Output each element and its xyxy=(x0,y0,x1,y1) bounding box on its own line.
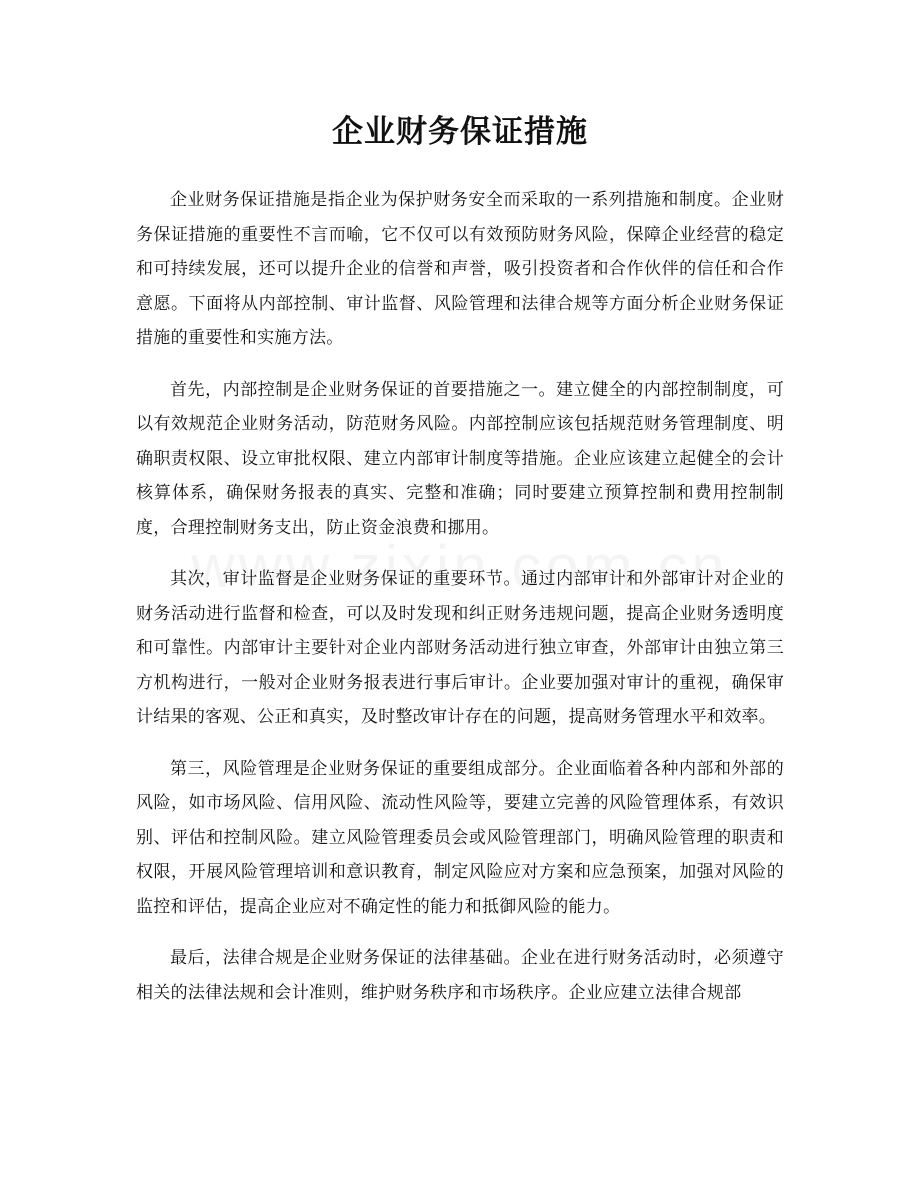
paragraph-intro: 企业财务保证措施是指企业为保护财务安全而采取的一系列措施和制度。企业财务保证措施的重要性不言而喻，它不仅可以有效预防财务风险，保障企业经营的稳定和可持续发展，还可以提升企业的信誉和声誉，吸引投资者和合作伙伴的信任和合作意愿。下面将从内部控制、审计监督、风险管理和法律合规等方面分析企业财务保证措施的重要性和实施方法。 xyxy=(136,190,784,348)
paragraph-audit-supervision: 其次，审计监督是企业财务保证的重要环节。通过内部审计和外部审计对企业的财务活动进行监督和检查，可以及时发现和纠正财务违规问题，提高企业财务透明度和可靠性。内部审计主要针对企业内部财务活动进行独立审查，外部审计由独立第三方机构进行，一般对企业财务报表进行事后审计。企业要加强对审计的重视，确保审计结果的客观、公正和真实，及时整改审计存在的问题，提高财务管理水平和效率。 xyxy=(136,569,784,727)
document-body xyxy=(136,183,784,1027)
paragraph-risk-management: 第三，风险管理是企业财务保证的重要组成部分。企业面临着各种内部和外部的风险，如市场风险、信用风险、流动性风险等，要建立完善的风险管理体系，有效识别、评估和控制风险。建立风险管理委员会或风险管理部门，明确风险管理的职责和权限，开展风险管理培训和意识教育，制定风险应对方案和应急预案，加强对风险的监控和评估，提高企业应对不确定性的能力和抵御风险的能力。 xyxy=(136,758,784,917)
document-title: 企业财务保证措施 xyxy=(332,114,588,150)
paragraph-internal-control: 首先，内部控制是企业财务保证的首要措施之一。建立健全的内部控制制度，可以有效规范企业财务活动，防范财务风险。内部控制应该包括规范财务管理制度、明确职责权限、设立审批权限、建立内部审计制度等措施。企业应该建立起健全的会计核算体系，确保财务报表的真实、完整和准确；同时要建立预算控制和费用控制制度，合理控制财务支出，防止资金浪费和挪用。 xyxy=(136,379,784,538)
paragraph-legal-compliance: 最后，法律合规是企业财务保证的法律基础。企业在进行财务活动时，必须遵守相关的法律法规和会计准则，维护财务秩序和市场秩序。企业应建立法律合规部 xyxy=(136,948,784,1003)
